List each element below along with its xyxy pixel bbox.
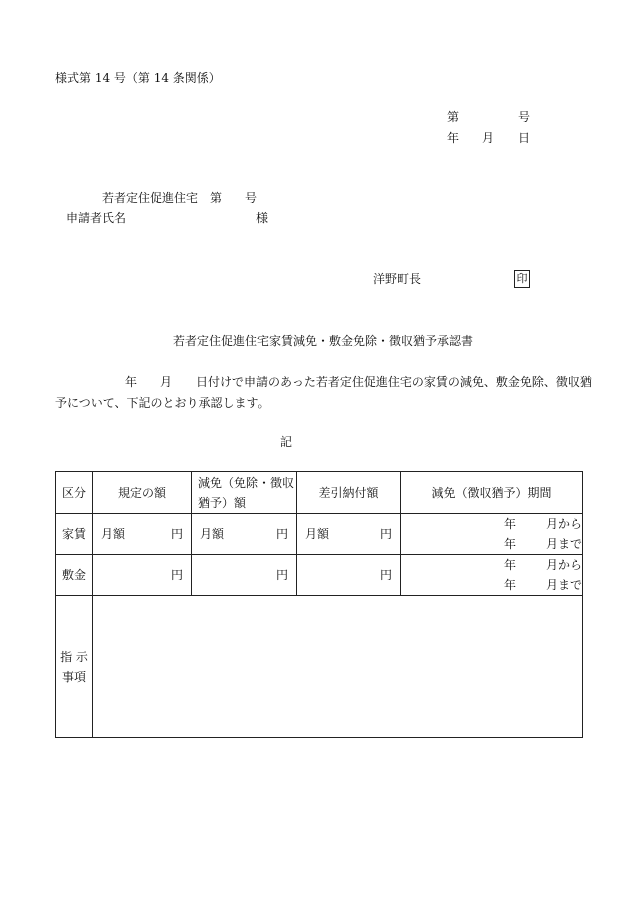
number-go: 号 — [518, 110, 531, 124]
rent-prescribed — [93, 514, 192, 555]
rent-difference-prefix: 月額 — [305, 527, 330, 541]
header-category: 区分 — [56, 472, 93, 514]
date-day: 日 — [518, 131, 531, 145]
table-header-row — [56, 472, 583, 514]
table-row-instructions — [56, 596, 583, 738]
housing-label: 若者定住促進住宅 — [102, 191, 199, 205]
rent-to-month: 月まで — [545, 537, 582, 551]
rent-from-year: 年 — [503, 517, 516, 531]
rent-period — [401, 514, 583, 555]
table-row-deposit — [56, 555, 583, 596]
deposit-difference — [297, 555, 401, 596]
housing-go: 号 — [245, 191, 258, 205]
form-number: 様式第 14 号（第 14 条関係） — [55, 71, 221, 85]
rent-to-year: 年 — [503, 537, 516, 551]
table-row-rent — [56, 514, 583, 555]
header-difference: 差引納付額 — [297, 472, 401, 514]
rent-from-month: 月から — [545, 517, 582, 531]
header-period: 減免（徴収猶予）期間 — [401, 472, 583, 514]
body-year: 年 — [125, 375, 138, 389]
deposit-period — [401, 555, 583, 596]
header-prescribed: 規定の額 — [93, 472, 192, 514]
deposit-from-month: 月から — [545, 558, 582, 572]
rent-difference-yen: 円 — [379, 527, 392, 541]
header-reduction-line2: 猶予）額 — [198, 495, 247, 510]
deposit-prescribed-yen: 円 — [170, 568, 183, 582]
rent-reduction — [192, 514, 297, 555]
applicant-sama: 様 — [256, 211, 269, 225]
document-title: 若者定住促進住宅家賃減免・敷金免除・徴収猶予承認書 — [173, 334, 474, 348]
deposit-category: 敷金 — [56, 555, 93, 596]
body-line1: 日付けで申請のあった若者定住促進住宅の家賃の減免、敷金免除、徴収猶 — [196, 375, 592, 389]
deposit-reduction — [192, 555, 297, 596]
number-dai: 第 — [447, 110, 460, 124]
rent-difference — [297, 514, 401, 555]
instructions-label-line1: 指 示 — [60, 649, 88, 664]
deposit-difference-yen: 円 — [379, 568, 392, 582]
rent-reduction-yen: 円 — [275, 527, 288, 541]
deposit-from-year: 年 — [503, 558, 516, 572]
header-reduction — [192, 472, 297, 514]
rent-prescribed-prefix: 月額 — [101, 527, 126, 541]
housing-dai: 第 — [210, 191, 223, 205]
approval-table — [55, 471, 583, 738]
rent-reduction-prefix: 月額 — [200, 527, 225, 541]
deposit-to-year: 年 — [503, 578, 516, 592]
deposit-reduction-yen: 円 — [275, 568, 288, 582]
issuer-name: 洋野町長 — [373, 272, 422, 286]
date-month: 月 — [482, 131, 495, 145]
seal-mark: 印 — [514, 270, 530, 288]
rent-category: 家賃 — [56, 514, 93, 555]
ki-label: 記 — [280, 435, 293, 449]
body-month: 月 — [160, 375, 173, 389]
header-reduction-line1: 減免（免除・徴収 — [198, 475, 295, 490]
instructions-content[interactable] — [93, 596, 583, 738]
deposit-to-month: 月まで — [545, 578, 582, 592]
date-year: 年 — [447, 131, 460, 145]
instructions-label — [56, 596, 93, 738]
applicant-label: 申請者氏名 — [66, 211, 127, 225]
body-line2: 予について、下記のとおり承認します。 — [55, 396, 270, 410]
deposit-prescribed — [93, 555, 192, 596]
rent-prescribed-yen: 円 — [170, 527, 183, 541]
instructions-label-line2: 事項 — [61, 669, 86, 684]
